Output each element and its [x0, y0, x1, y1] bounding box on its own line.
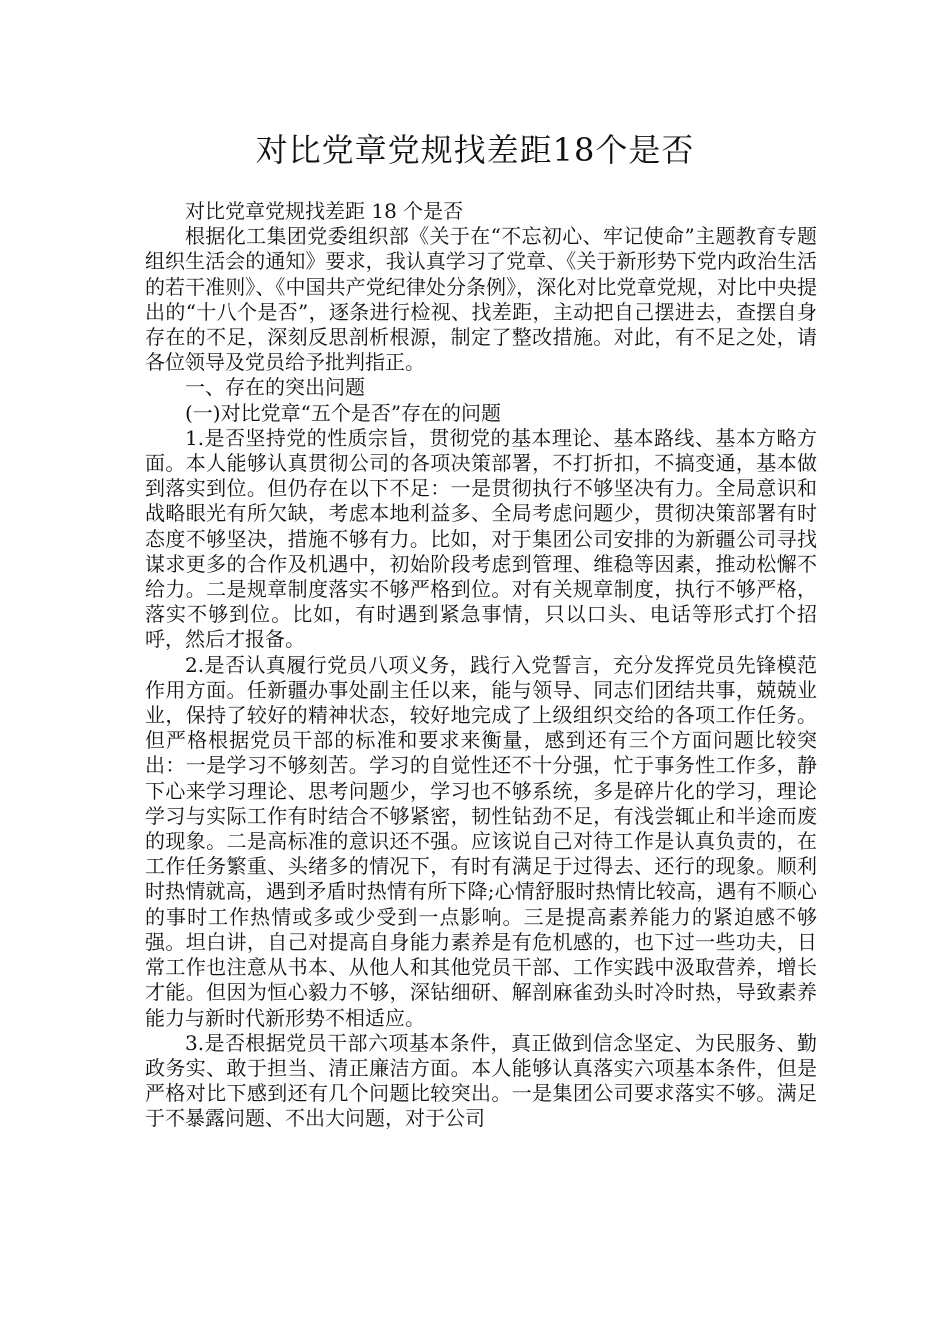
document-body — [145, 199, 817, 1132]
paragraph-item-3: 3.是否根据党员干部六项基本条件，真正做到信念坚定、为民服务、勤政务实、敢于担当、清正廉洁方面。本人能够认真落实六项基本条件，但是严格对比下感到还有几个问题比较突出。一是集团公司要求落实不够。满足于不暴露问题、不出大问题，对于公司 — [145, 1030, 817, 1131]
paragraph-item-1: 1.是否坚持党的性质宗旨，贯彻党的基本理论、基本路线、基本方略方面。本人能够认真贯彻公司的各项决策部署，不打折扣，不搞变通，基本做到落实到位。但仍存在以下不足：一是贯彻执行不够坚决有力。全局意识和战略眼光有所欠缺，考虑本地利益多、全局考虑问题少，贯彻决策部署有时态度不够坚决，措施不够有力。比如，对于集团公司安排的为新疆公司寻找谋求更多的合作及机遇中，初始阶段考虑到管理、维稳等因素，推动松懈不给力。二是规章制度落实不够严格到位。对有关规章制度，执行不够严格，落实不够到位。比如，有时遇到紧急事情，只以口头、电话等形式打个招呼，然后才报备。 — [145, 425, 817, 652]
subsection-heading: (一)对比党章“五个是否”存在的问题 — [185, 400, 502, 425]
section-heading: 一、存在的突出问题 — [185, 375, 365, 400]
paragraph-item-2: 2.是否认真履行党员八项义务，践行入党誓言，充分发挥党员先锋模范作用方面。任新疆办事处副主任以来，能与领导、同志们团结共事，兢兢业业，保持了较好的精神状态，较好地完成了上级组织交给的各项工作任务。但严格根据党员干部的标准和要求来衡量，感到还有三个方面问题比较突出：一是学习不够刻苦。学习的自觉性还不十分强，忙于事务性工作多，静下心来学习理论、思考问题少，学习也不够系统，多是碎片化的学习，理论学习与实际工作有时结合不够紧密，韧性钻劲不足，有浅尝辄止和半途而废的现象。二是高标准的意识还不强。应该说自己对待工作是认真负责的，在工作任务繁重、头绪多的情况下，有时有满足于过得去、还行的现象。顺利时热情就高，遇到矛盾时热情有所下降;心情舒服时热情比较高，遇有不顺心的事时工作热情或多或少受到一点影响。三是提高素养能力的紧迫感不够强。坦白讲，自己对提高自身能力素养是有危机感的，也下过一些功夫，日常工作也注意从书本、从他人和其他党员干部、工作实践中汲取营养，增长才能。但因为恒心毅力不够，深钻细研、解剖麻雀劲头时冷时热，导致素养能力与新时代新形势不相适应。 — [145, 652, 817, 1030]
paragraph-subtitle: 对比党章党规找差距 18 个是否 — [185, 199, 464, 223]
document-title: 对比党章党规找差距18个是否 — [255, 131, 695, 169]
paragraph-intro: 根据化工集团党委组织部《关于在“不忘初心、牢记使命”主题教育专题组织生活会的通知》要求，我认真学习了党章、《关于新形势下党内政治生活的若干准则》、《中国共产党纪律处分条例》，深化对比党章党规，对比中央提出的“十八个是否”，逐条进行检视、找差距，主动把自己摆进去，查摆自身存在的不足，深刻反思剖析根源，制定了整改措施。对此，有不足之处，请各位领导及党员给予批判指正。 — [145, 224, 817, 375]
